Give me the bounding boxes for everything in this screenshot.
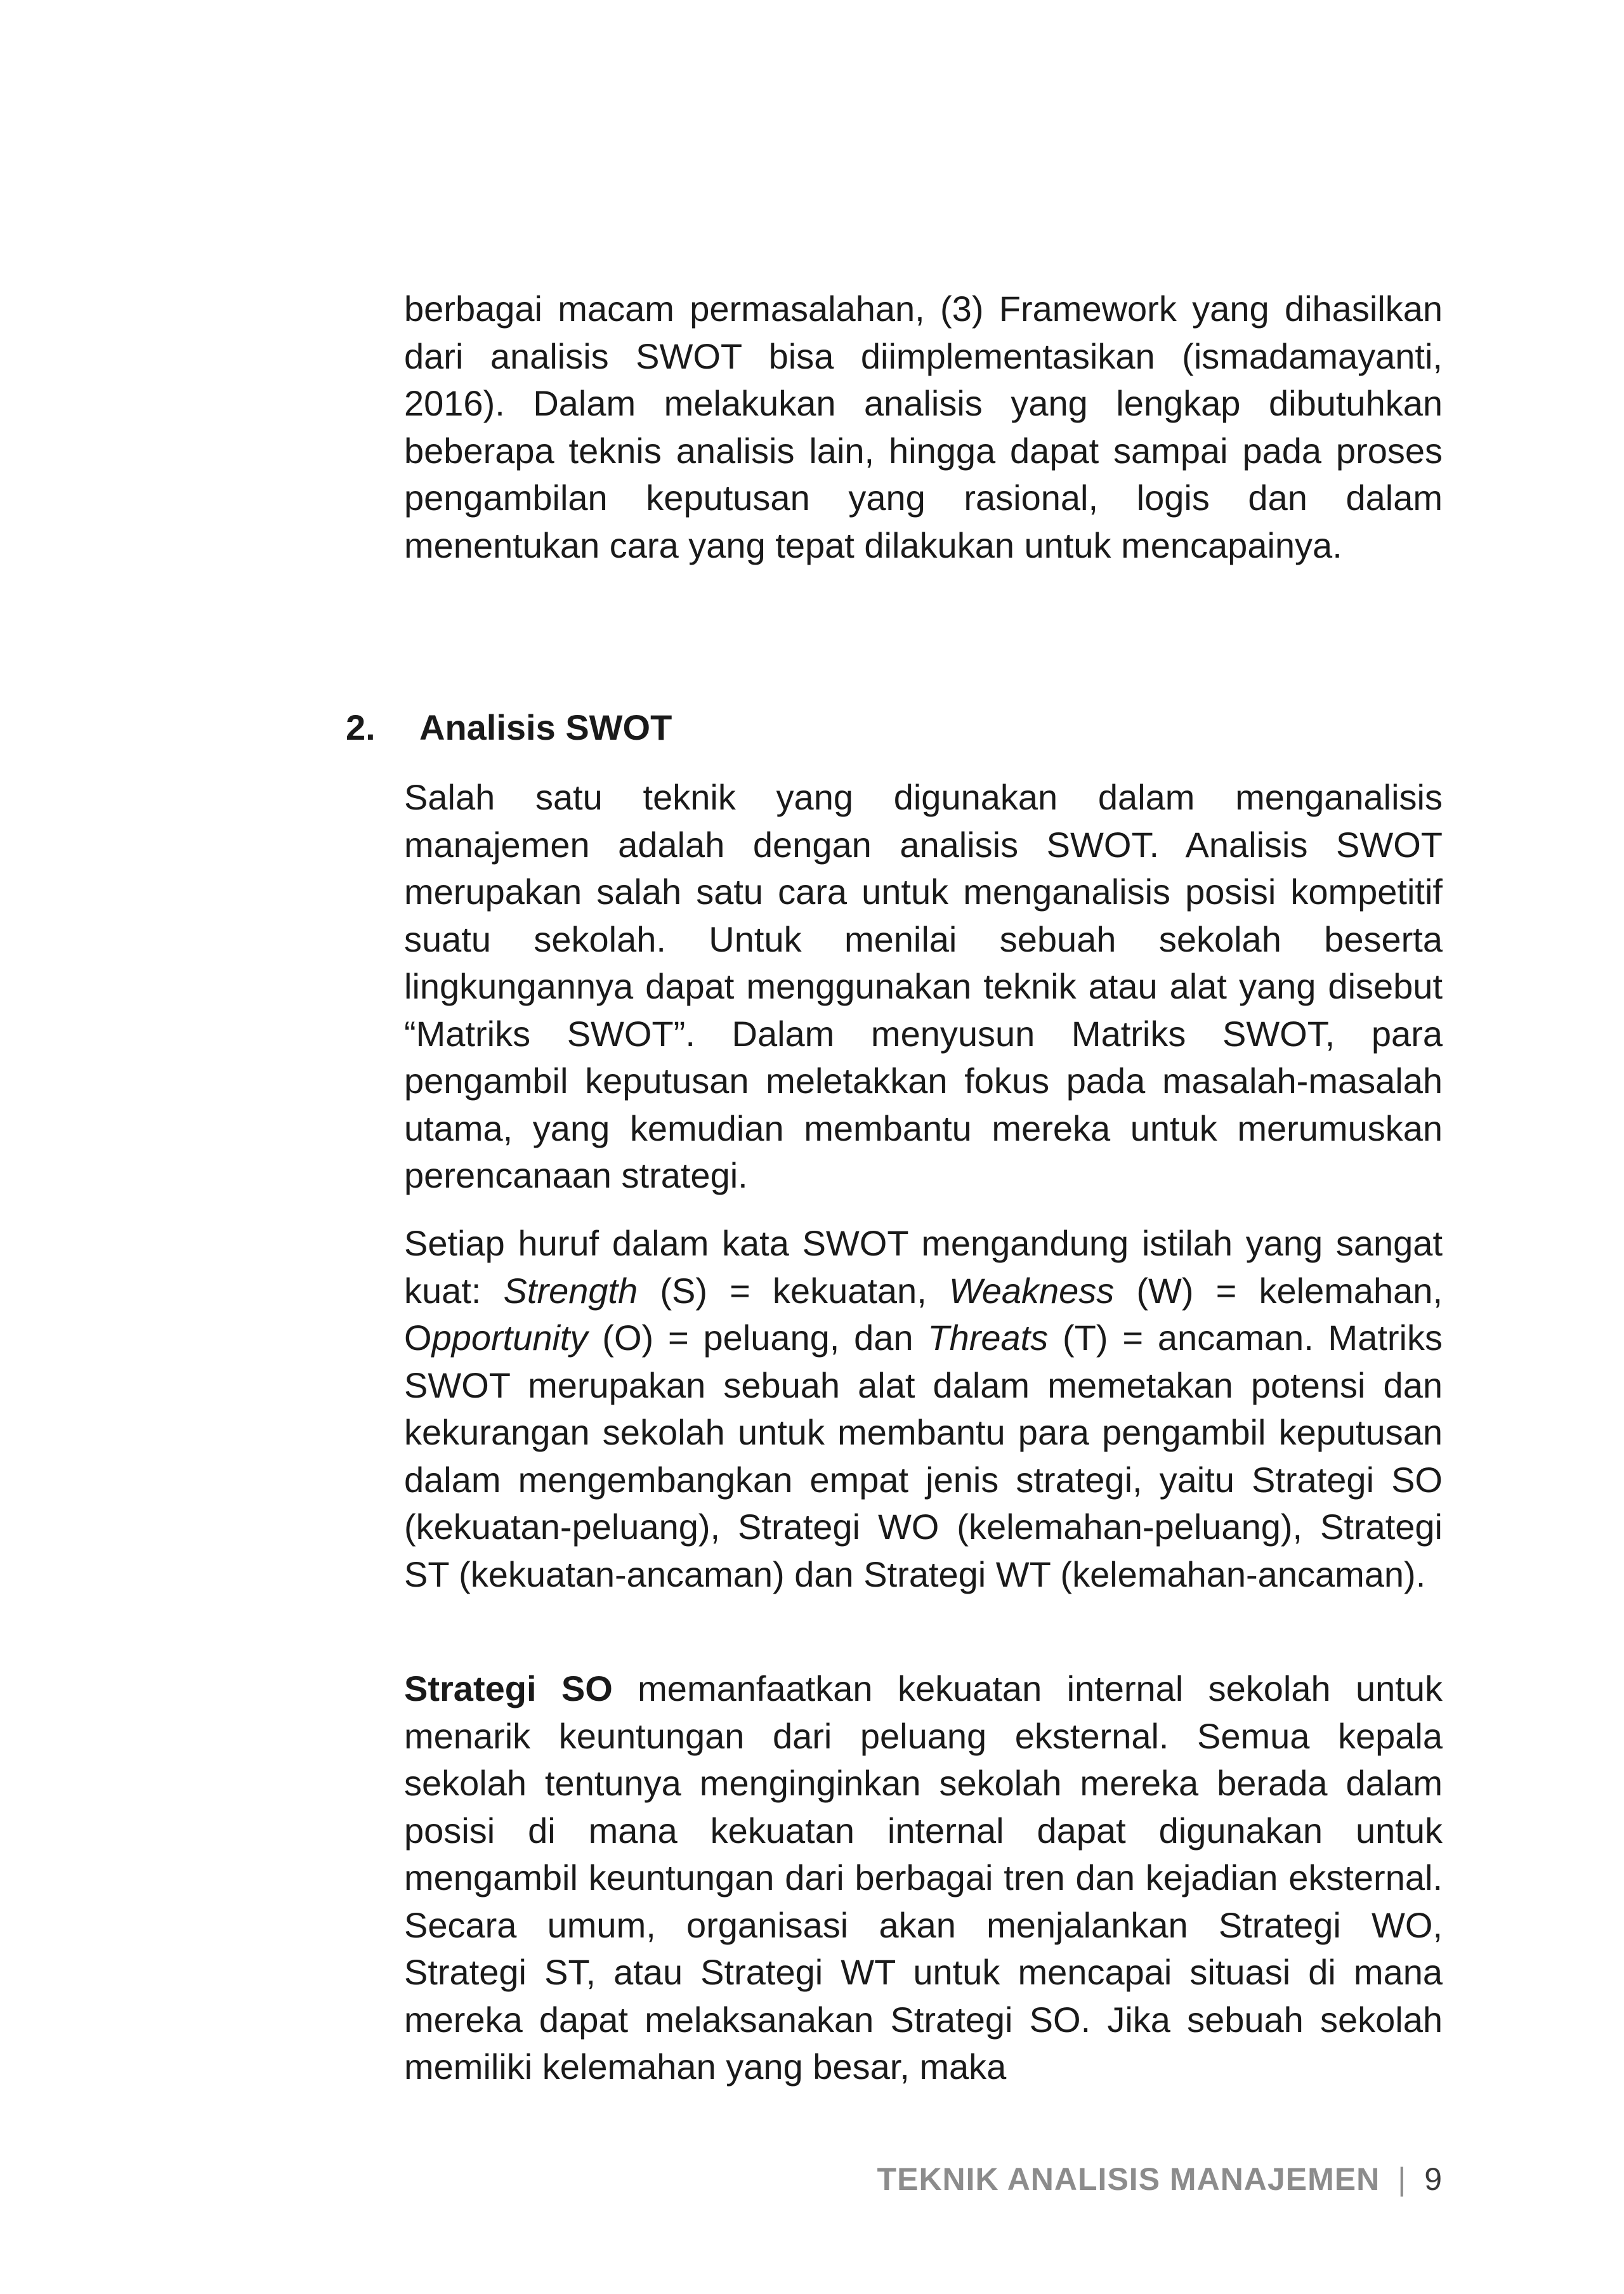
text-run: (O) = peluang, dan (587, 1318, 928, 1358)
footer-separator: | (1398, 2161, 1407, 2197)
paragraph-swot-letters (404, 1220, 1443, 1598)
text-run: (T) = ancaman. Matriks SWOT merupakan sebuah alat dalam memetakan potensi dan kekurangan sekolah untuk membantu para pengambil keputusan dalam mengembangkan empat jenis strategi, yaitu Strategi SO (kekuatan-peluang), Strategi WO (kelemahan-peluang), Strategi ST (kekuatan-ancaman) dan Strategi WT (kelemahan-ancaman). (404, 1318, 1443, 1594)
text-run: (S) = kekuatan, (638, 1270, 949, 1311)
term-opportunity: pportunity (431, 1318, 588, 1358)
term-strength: Strength (503, 1270, 638, 1311)
paragraph-intro-continuation: berbagai macam permasalahan, (3) Framework yang dihasilkan dari analisis SWOT bisa diimplementasikan (ismadamayanti, 2016). Dalam melakukan analisis yang lengkap dibutuhkan beberapa teknis analisis lain, hingga dapat sampai pada proses pengambilan keputusan yang rasional, logis dan dalam menentukan cara yang tepat dilakukan untuk mencapainya. (404, 289, 1443, 565)
term-threats: Threats (927, 1318, 1049, 1358)
term-weakness: Weakness (948, 1270, 1115, 1311)
section-number: 2. (346, 707, 376, 747)
section-title: Analisis SWOT (419, 707, 672, 747)
page-footer (877, 2160, 1443, 2198)
text-run: (W) = kelemahan, O (404, 1270, 1443, 1358)
page-number: 9 (1424, 2161, 1443, 2197)
text-run: Setiap huruf dalam kata SWOT mengandung istilah yang sangat kuat: (404, 1223, 1443, 1311)
text-run: memanfaatkan kekuatan internal sekolah untuk menarik keuntungan dari peluang eksternal. Semua kepala sekolah tentunya menginginkan sekolah mereka berada dalam posisi di mana kekuatan internal dapat digunakan untuk mengambil keuntungan dari berbagai tren dan kejadian eksternal. Secara umum, organisasi akan menjalankan Strategi WO, Strategi ST, atau Strategi WT untuk mencapai situasi di mana mereka dapat melaksanakan Strategi SO. Jika sebuah sekolah memiliki kelemahan yang besar, maka (404, 1668, 1443, 2087)
paragraph-swot-definition: Salah satu teknik yang digunakan dalam menganalisis manajemen adalah dengan analisis SWOT. Analisis SWOT merupakan salah satu cara untuk menganalisis posisi kompetitif suatu sekolah. Untuk menilai sebuah sekolah beserta lingkungannya dapat menggunakan teknik atau alat yang disebut “Matriks SWOT”. Dalam menyusun Matriks SWOT, para pengambil keputusan meletakkan fokus pada masalah-masalah utama, yang kemudian membantu mereka untuk merumuskan perencanaan strategi. (404, 777, 1443, 1195)
term-strategi-so: Strategi SO (404, 1668, 613, 1708)
section-heading (346, 704, 672, 751)
footer-title: TEKNIK ANALISIS MANAJEMEN (877, 2161, 1380, 2197)
paragraph-strategi-so (404, 1665, 1443, 2091)
